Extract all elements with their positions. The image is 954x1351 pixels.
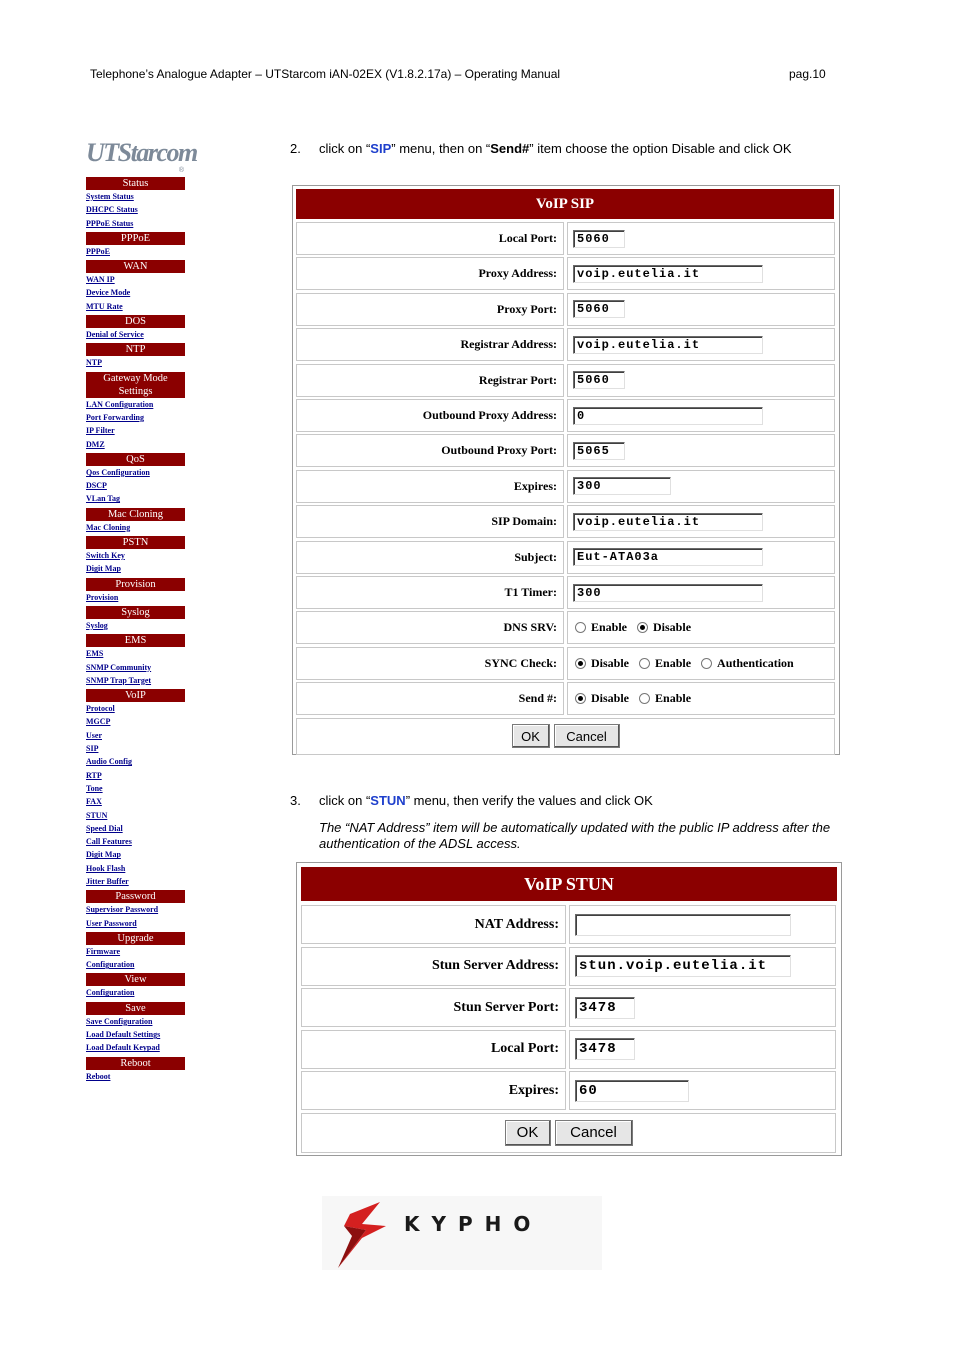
sidebar-link-speed-dial[interactable]: Speed Dial — [86, 823, 123, 833]
sidebar-link-fax[interactable]: FAX — [86, 797, 102, 807]
stun-server-address-input[interactable]: stun.voip.eutelia.it — [575, 955, 791, 977]
field-value-cell — [567, 505, 835, 538]
radio-label: Enable — [591, 620, 628, 635]
sidebar-link-digit-map[interactable]: Digit Map — [86, 850, 121, 860]
sidebar-link-pppoe[interactable]: PPPoE — [86, 246, 110, 256]
field-row-stun-server-port — [301, 988, 836, 1027]
field-label: SYNC Check: — [296, 647, 564, 680]
sidebar-link-digit-map[interactable]: Digit Map — [86, 564, 121, 574]
field-label: Stun Server Address: — [301, 947, 566, 986]
sidebar-section-qos: QoS — [86, 453, 185, 466]
sidebar-link-call-features[interactable]: Call Features — [86, 837, 132, 847]
sidebar-link-port-forwarding[interactable]: Port Forwarding — [86, 412, 144, 422]
field-row-proxy-address — [296, 257, 835, 290]
field-row-local-port — [301, 1030, 836, 1069]
sidebar-link-mtu-rate[interactable]: MTU Rate — [86, 301, 123, 311]
sidebar-section-save: Save — [86, 1002, 185, 1015]
nat-address-note: The “NAT Address” item will be automatically updated with the public IP address after the authentication of the ADSL access. — [319, 820, 831, 851]
field-row-expires — [301, 1071, 836, 1110]
field-label: NAT Address: — [301, 905, 566, 944]
field-value-cell — [569, 947, 836, 986]
sidebar-link-sip[interactable]: SIP — [86, 744, 99, 754]
sidebar-section-provision: Provision — [86, 578, 185, 591]
sidebar-section-wan: WAN — [86, 260, 185, 273]
sidebar-link-firmware[interactable]: Firmware — [86, 946, 121, 956]
radio-button[interactable] — [701, 658, 712, 669]
sidebar-menu — [86, 175, 185, 1083]
step-2-text: click on “SIP” menu, then on “Send#” item choose the option Disable and click OK — [319, 141, 792, 156]
sync-check-radio-group — [567, 647, 835, 680]
ok-button[interactable]: OK — [505, 1120, 551, 1146]
field-value-cell — [567, 399, 835, 432]
skypho-bolt-icon — [322, 1196, 402, 1270]
field-row-dns-srv — [296, 611, 835, 644]
field-value-cell — [569, 1030, 836, 1069]
sidebar-link-reboot[interactable]: Reboot — [86, 1071, 111, 1081]
stun-keyword: STUN — [370, 793, 406, 808]
sidebar-link-rtp[interactable]: RTP — [86, 770, 102, 780]
sidebar-section-view: View — [86, 973, 185, 986]
field-row-local-port — [296, 222, 835, 255]
sidebar-section-syslog: Syslog — [86, 606, 185, 619]
field-value-cell — [567, 541, 835, 574]
field-value-cell — [567, 434, 835, 467]
sidebar-link-vlan-tag[interactable]: VLan Tag — [86, 494, 121, 504]
registrar-port-input[interactable]: 5060 — [573, 371, 625, 389]
sidebar-link-configuration[interactable]: Configuration — [86, 988, 135, 998]
voip-sip-form — [292, 185, 840, 755]
sidebar-section-gateway-mode-settings: Gateway Mode Settings — [86, 372, 185, 398]
sidebar-link-qos-configuration[interactable]: Qos Configuration — [86, 467, 150, 477]
sidebar-link-protocol[interactable]: Protocol — [86, 704, 115, 714]
sidebar-link-jitter-buffer[interactable]: Jitter Buffer — [86, 876, 129, 886]
field-row-sync-check — [296, 647, 835, 680]
skypho-logo-text: KYPHO — [404, 1212, 543, 1236]
sidebar-link-stun[interactable]: STUN — [86, 810, 108, 820]
registrar-address-input[interactable]: voip.eutelia.it — [573, 336, 763, 354]
field-value-cell — [567, 328, 835, 361]
expires-input[interactable]: 60 — [575, 1080, 689, 1102]
field-row-send — [296, 682, 835, 715]
proxy-address-input[interactable]: voip.eutelia.it — [573, 265, 763, 283]
radio-label: Enable — [655, 691, 692, 706]
field-label: Send #: — [296, 682, 564, 715]
page-number: pag.10 — [789, 67, 826, 81]
send-radio-group — [567, 682, 835, 715]
radio-button[interactable] — [575, 693, 586, 704]
sidebar-section-pstn: PSTN — [86, 536, 185, 549]
sidebar-section-mac-cloning: Mac Cloning — [86, 508, 185, 521]
field-value-cell — [567, 257, 835, 290]
sidebar-link-audio-config[interactable]: Audio Config — [86, 757, 133, 767]
field-label: Proxy Port: — [296, 293, 564, 326]
sidebar-link-switch-key[interactable]: Switch Key — [86, 551, 125, 561]
radio-label: Enable — [655, 655, 692, 670]
field-value-cell — [567, 364, 835, 397]
field-label: Expires: — [296, 470, 564, 503]
sip-keyword: SIP — [370, 141, 392, 156]
sidebar-section-dos: DOS — [86, 315, 185, 328]
radio-option-authentication[interactable] — [699, 656, 794, 671]
field-label: Subject: — [296, 541, 564, 574]
field-label: Registrar Address: — [296, 328, 564, 361]
radio-label: Authentication — [717, 655, 794, 670]
form-buttons-row — [296, 718, 835, 755]
field-row-outbound-proxy-address — [296, 399, 835, 432]
cancel-button[interactable]: Cancel — [554, 724, 620, 748]
sip-domain-input[interactable]: voip.eutelia.it — [573, 513, 763, 531]
sidebar-link-system-status[interactable]: System Status — [86, 192, 134, 201]
subject-input[interactable]: Eut-ATA03a — [573, 548, 763, 566]
cancel-button[interactable]: Cancel — [555, 1120, 633, 1146]
expires-input[interactable]: 300 — [573, 477, 671, 495]
field-row-outbound-proxy-port — [296, 434, 835, 467]
field-row-stun-server-address — [301, 947, 836, 986]
sidebar-link-hook-flash[interactable]: Hook Flash — [86, 863, 126, 873]
sidebar-link-load-default-keypad[interactable]: Load Default Keypad — [86, 1043, 160, 1053]
radio-option-enable[interactable] — [573, 620, 627, 635]
sidebar-link-ntp[interactable]: NTP — [86, 358, 102, 368]
sidebar-link-pppoe-status[interactable]: PPPoE Status — [86, 218, 134, 228]
radio-label: Disable — [591, 691, 630, 706]
field-label: Stun Server Port: — [301, 988, 566, 1027]
sidebar-section-upgrade: Upgrade — [86, 932, 185, 945]
field-label: DNS SRV: — [296, 611, 564, 644]
dns-srv-radio-group — [567, 611, 835, 644]
sidebar-link-load-default-settings[interactable]: Load Default Settings — [86, 1030, 161, 1040]
sidebar-link-snmp-community[interactable]: SNMP Community — [86, 662, 152, 672]
radio-option-disable[interactable] — [573, 691, 629, 706]
sidebar-link-mgcp[interactable]: MGCP — [86, 717, 111, 727]
radio-button[interactable] — [637, 622, 648, 633]
form-title: VoIP SIP — [296, 189, 834, 219]
field-label: Registrar Port: — [296, 364, 564, 397]
sidebar-link-ems[interactable]: EMS — [86, 649, 104, 659]
field-row-registrar-port — [296, 364, 835, 397]
radio-option-enable[interactable] — [637, 691, 691, 706]
radio-button[interactable] — [575, 622, 586, 633]
sidebar-link-save-configuration[interactable]: Save Configuration — [86, 1016, 153, 1026]
field-value-cell — [569, 988, 836, 1027]
local-port-input[interactable]: 5060 — [573, 230, 625, 248]
field-value-cell — [567, 222, 835, 255]
field-label: SIP Domain: — [296, 505, 564, 538]
sidebar-link-dmz[interactable]: DMZ — [86, 439, 105, 449]
sidebar-link-configuration[interactable]: Configuration — [86, 960, 135, 970]
field-label: Local Port: — [301, 1030, 566, 1069]
sidebar-section-ntp: NTP — [86, 343, 185, 356]
form-buttons-row — [301, 1113, 836, 1153]
sidebar-link-provision[interactable]: Provision — [86, 592, 119, 602]
voip-stun-form — [296, 862, 842, 1156]
field-label: Outbound Proxy Address: — [296, 399, 564, 432]
sidebar-section-reboot: Reboot — [86, 1057, 185, 1070]
field-row-expires — [296, 470, 835, 503]
step-number: 3. — [290, 793, 301, 808]
radio-button[interactable] — [639, 658, 650, 669]
logo-text: UTStarcom — [86, 138, 197, 167]
sidebar-link-supervisor-password[interactable]: Supervisor Password — [86, 905, 159, 915]
sidebar-link-ip-filter[interactable]: IP Filter — [86, 426, 115, 436]
field-label: Outbound Proxy Port: — [296, 434, 564, 467]
form-title: VoIP STUN — [301, 867, 837, 901]
sidebar-link-user[interactable]: User — [86, 730, 102, 740]
sidebar-section-ems: EMS — [86, 634, 185, 647]
field-label: Expires: — [301, 1071, 566, 1110]
field-label: Local Port: — [296, 222, 564, 255]
field-row-subject — [296, 541, 835, 574]
field-label: Proxy Address: — [296, 257, 564, 290]
field-value-cell — [567, 576, 835, 609]
field-row-t1-timer — [296, 576, 835, 609]
sidebar-link-syslog[interactable]: Syslog — [86, 620, 108, 630]
field-value-cell — [569, 1071, 836, 1110]
field-label: T1 Timer: — [296, 576, 564, 609]
sidebar-link-dhcpc-status[interactable]: DHCPC Status — [86, 205, 138, 215]
radio-option-disable[interactable] — [573, 656, 629, 671]
sidebar-link-denial-of-service[interactable]: Denial of Service — [86, 330, 144, 340]
sidebar-link-device-mode[interactable]: Device Mode — [86, 288, 131, 298]
ok-button[interactable]: OK — [512, 724, 550, 748]
sidebar-link-user-password[interactable]: User Password — [86, 918, 137, 928]
field-value-cell — [567, 470, 835, 503]
outbound-proxy-port-input[interactable]: 5065 — [573, 442, 625, 460]
field-row-nat-address — [301, 905, 836, 944]
outbound-proxy-address-input[interactable]: 0 — [573, 407, 763, 425]
radio-button[interactable] — [575, 658, 586, 669]
field-value-cell — [567, 293, 835, 326]
step-3-text: click on “STUN” menu, then verify the values and click OK — [319, 793, 653, 808]
field-row-sip-domain — [296, 505, 835, 538]
radio-button[interactable] — [639, 693, 650, 704]
stun-server-port-input[interactable]: 3478 — [575, 997, 635, 1019]
sidebar-link-tone[interactable]: Tone — [86, 783, 103, 793]
sidebar-link-snmp-trap-target[interactable]: SNMP Trap Target — [86, 675, 152, 685]
field-row-registrar-address — [296, 328, 835, 361]
sidebar-section-password: Password — [86, 890, 185, 903]
sidebar-link-wan-ip[interactable]: WAN IP — [86, 275, 115, 285]
radio-option-disable[interactable] — [635, 620, 691, 635]
proxy-port-input[interactable]: 5060 — [573, 300, 625, 318]
sidebar-link-lan-configuration[interactable]: LAN Configuration — [86, 399, 154, 409]
local-port-input[interactable]: 3478 — [575, 1038, 635, 1060]
sidebar-section-voip: VoIP — [86, 689, 185, 702]
document-header-title: Telephone’s Analogue Adapter – UTStarcom iAN-02EX (V1.8.2.17a) – Operating Manual — [90, 67, 561, 81]
radio-label: Disable — [653, 620, 692, 635]
sidebar-section-pppoe: PPPoE — [86, 232, 185, 245]
skypho-logo — [322, 1196, 602, 1270]
nat-address-input[interactable] — [575, 914, 791, 936]
field-row-proxy-port — [296, 293, 835, 326]
registered-mark: ® — [178, 167, 184, 174]
t1-timer-input[interactable]: 300 — [573, 584, 763, 602]
send-keyword: Send# — [490, 141, 530, 156]
sidebar-link-dscp[interactable]: DSCP — [86, 481, 107, 491]
sidebar-link-mac-cloning[interactable]: Mac Cloning — [86, 522, 131, 532]
sidebar-section-status: Status — [86, 177, 185, 190]
radio-option-enable[interactable] — [637, 656, 691, 671]
radio-label: Disable — [591, 655, 630, 670]
step-number: 2. — [290, 141, 301, 156]
field-value-cell — [569, 905, 836, 944]
utstarcom-logo — [86, 138, 197, 174]
